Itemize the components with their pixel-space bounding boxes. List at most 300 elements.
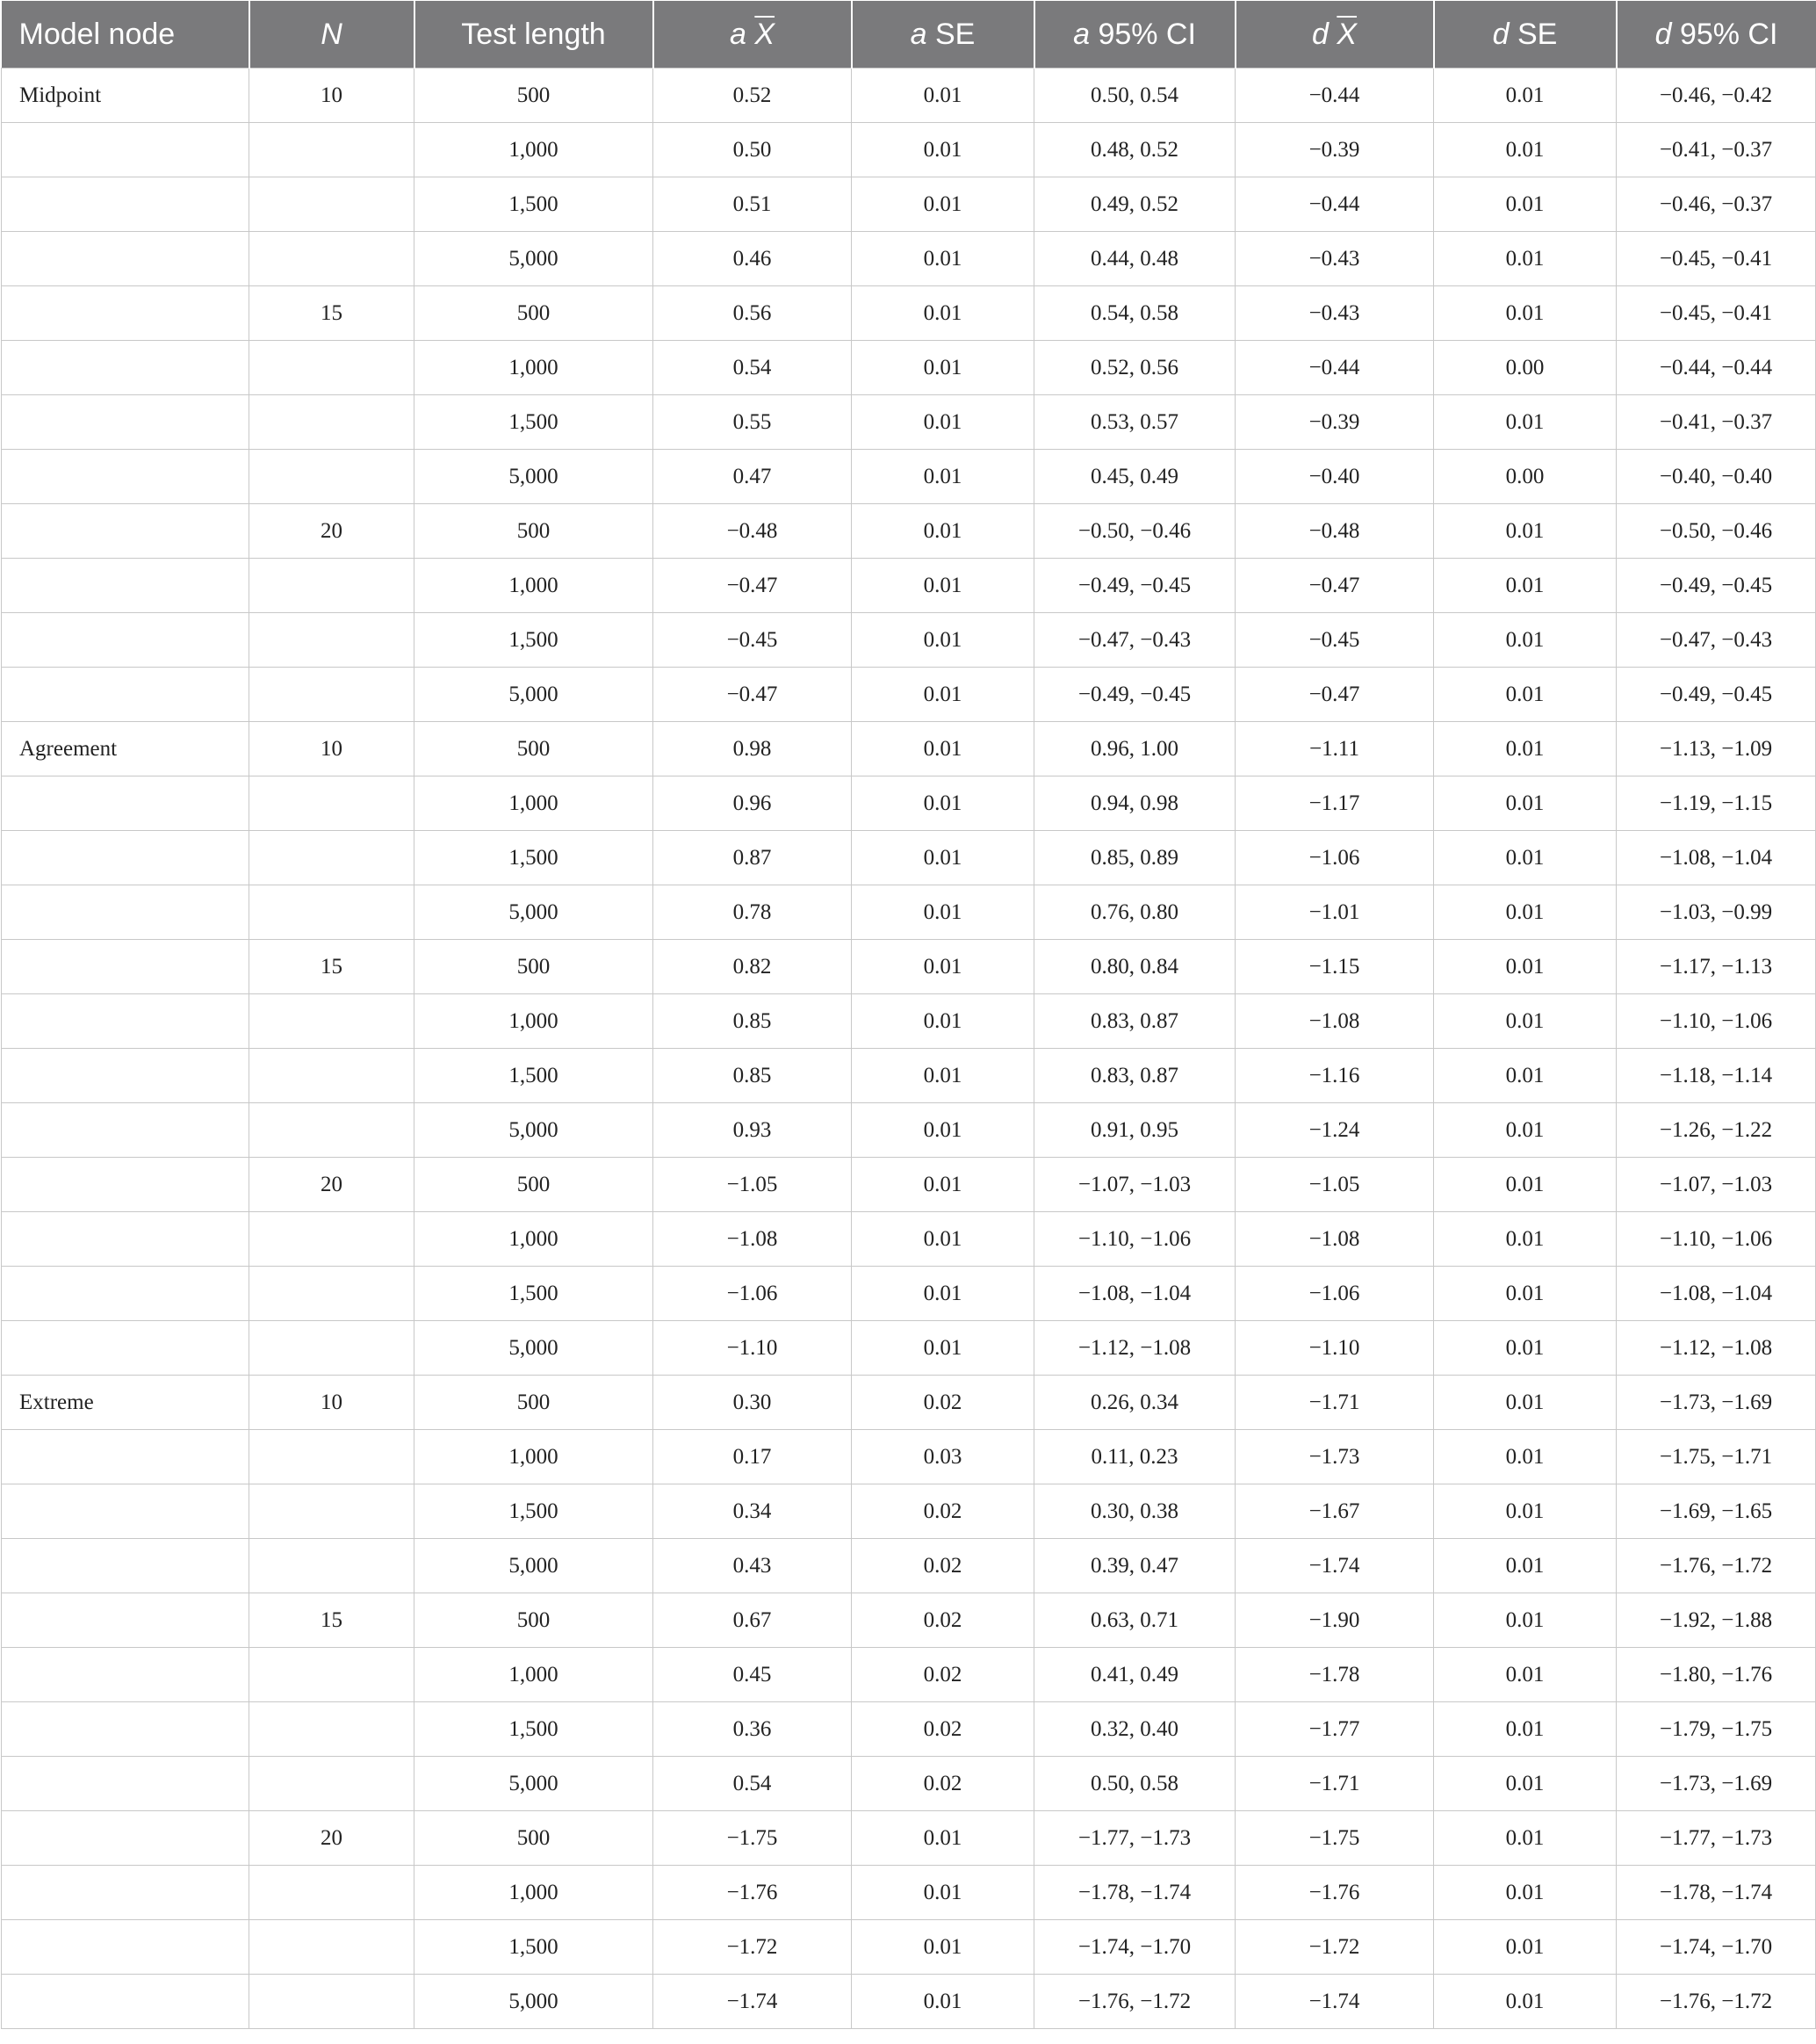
cell-a-mean: 0.54	[653, 341, 852, 395]
cell-a-ci: 0.41, 0.49	[1034, 1648, 1236, 1702]
cell-d-se: 0.01	[1434, 1267, 1617, 1321]
cell-d-mean: −1.08	[1236, 1212, 1434, 1267]
cell-test-length: 1,500	[414, 1484, 653, 1539]
table-body	[2, 69, 1816, 2029]
table-row	[2, 940, 1816, 994]
cell-model-node	[2, 1484, 249, 1539]
cell-test-length: 5,000	[414, 450, 653, 504]
cell-a-se: 0.01	[852, 177, 1034, 232]
cell-d-se: 0.01	[1434, 831, 1617, 885]
cell-test-length: 5,000	[414, 1539, 653, 1593]
table-row	[2, 885, 1816, 940]
cell-a-se: 0.01	[852, 722, 1034, 776]
cell-d-ci: −0.46, −0.37	[1617, 177, 1816, 232]
cell-d-ci: −1.10, −1.06	[1617, 1212, 1816, 1267]
cell-a-ci: −0.50, −0.46	[1034, 504, 1236, 559]
cell-d-ci: −1.76, −1.72	[1617, 1975, 1816, 2029]
cell-d-mean: −0.40	[1236, 450, 1434, 504]
cell-a-mean: −1.05	[653, 1158, 852, 1212]
cell-d-ci: −1.08, −1.04	[1617, 1267, 1816, 1321]
cell-n	[249, 994, 414, 1049]
cell-n	[249, 1757, 414, 1811]
cell-d-se: 0.01	[1434, 1920, 1617, 1975]
cell-model-node	[2, 1430, 249, 1484]
cell-d-mean: −1.71	[1236, 1757, 1434, 1811]
cell-d-mean: −0.39	[1236, 395, 1434, 450]
table-row	[2, 69, 1816, 123]
cell-a-se: 0.01	[852, 940, 1034, 994]
cell-a-mean: 0.87	[653, 831, 852, 885]
cell-a-ci: 0.91, 0.95	[1034, 1103, 1236, 1158]
cell-d-ci: −0.44, −0.44	[1617, 341, 1816, 395]
cell-d-ci: −1.07, −1.03	[1617, 1158, 1816, 1212]
cell-a-mean: 0.50	[653, 123, 852, 177]
cell-a-mean: 0.98	[653, 722, 852, 776]
table-row	[2, 1430, 1816, 1484]
cell-d-ci: −0.45, −0.41	[1617, 286, 1816, 341]
cell-d-ci: −0.41, −0.37	[1617, 123, 1816, 177]
cell-n	[249, 1920, 414, 1975]
cell-d-ci: −1.76, −1.72	[1617, 1539, 1816, 1593]
cell-model-node	[2, 885, 249, 940]
cell-a-ci: 0.11, 0.23	[1034, 1430, 1236, 1484]
cell-n: 20	[249, 504, 414, 559]
cell-a-se: 0.01	[852, 395, 1034, 450]
cell-d-se: 0.01	[1434, 1866, 1617, 1920]
cell-d-se: 0.01	[1434, 1811, 1617, 1866]
cell-a-se: 0.01	[852, 668, 1034, 722]
cell-test-length: 500	[414, 504, 653, 559]
cell-d-se: 0.01	[1434, 69, 1617, 123]
cell-n	[249, 1321, 414, 1376]
cell-n	[249, 668, 414, 722]
cell-a-mean: 0.85	[653, 1049, 852, 1103]
cell-a-ci: 0.76, 0.80	[1034, 885, 1236, 940]
cell-test-length: 1,500	[414, 177, 653, 232]
cell-n	[249, 885, 414, 940]
cell-d-se: 0.01	[1434, 1158, 1617, 1212]
table-row	[2, 559, 1816, 613]
cell-model-node	[2, 994, 249, 1049]
cell-d-se: 0.00	[1434, 450, 1617, 504]
cell-a-ci: −0.49, −0.45	[1034, 668, 1236, 722]
table-row	[2, 341, 1816, 395]
cell-d-ci: −1.77, −1.73	[1617, 1811, 1816, 1866]
table-row	[2, 831, 1816, 885]
cell-a-mean: −0.45	[653, 613, 852, 668]
cell-a-ci: 0.85, 0.89	[1034, 831, 1236, 885]
cell-d-mean: −1.77	[1236, 1702, 1434, 1757]
cell-model-node	[2, 1049, 249, 1103]
cell-a-mean: 0.51	[653, 177, 852, 232]
cell-n	[249, 613, 414, 668]
table-row	[2, 177, 1816, 232]
table-row	[2, 1811, 1816, 1866]
header-test-length: Test length	[414, 1, 653, 69]
cell-a-se: 0.02	[852, 1376, 1034, 1430]
cell-model-node	[2, 1975, 249, 2029]
cell-d-ci: −1.18, −1.14	[1617, 1049, 1816, 1103]
cell-a-ci: −1.12, −1.08	[1034, 1321, 1236, 1376]
cell-d-ci: −1.26, −1.22	[1617, 1103, 1816, 1158]
cell-d-se: 0.01	[1434, 1975, 1617, 2029]
cell-d-mean: −1.06	[1236, 831, 1434, 885]
cell-d-ci: −0.46, −0.42	[1617, 69, 1816, 123]
cell-d-mean: −0.44	[1236, 69, 1434, 123]
cell-d-mean: −1.75	[1236, 1811, 1434, 1866]
cell-model-node	[2, 1811, 249, 1866]
cell-n	[249, 1648, 414, 1702]
table-row	[2, 450, 1816, 504]
cell-test-length: 1,000	[414, 1648, 653, 1702]
cell-d-se: 0.01	[1434, 885, 1617, 940]
cell-d-ci: −0.45, −0.41	[1617, 232, 1816, 286]
cell-a-se: 0.01	[852, 1866, 1034, 1920]
cell-d-mean: −1.10	[1236, 1321, 1434, 1376]
cell-model-node	[2, 450, 249, 504]
cell-test-length: 5,000	[414, 1975, 653, 2029]
cell-a-mean: 0.56	[653, 286, 852, 341]
cell-d-se: 0.01	[1434, 559, 1617, 613]
cell-d-mean: −1.06	[1236, 1267, 1434, 1321]
cell-a-mean: −1.75	[653, 1811, 852, 1866]
cell-model-node	[2, 341, 249, 395]
cell-d-mean: −1.78	[1236, 1648, 1434, 1702]
cell-d-ci: −0.50, −0.46	[1617, 504, 1816, 559]
table-row	[2, 1757, 1816, 1811]
cell-a-ci: 0.32, 0.40	[1034, 1702, 1236, 1757]
cell-a-ci: 0.80, 0.84	[1034, 940, 1236, 994]
cell-test-length: 1,500	[414, 1920, 653, 1975]
cell-a-ci: 0.50, 0.58	[1034, 1757, 1236, 1811]
cell-a-mean: 0.96	[653, 776, 852, 831]
cell-a-mean: 0.36	[653, 1702, 852, 1757]
cell-d-ci: −1.74, −1.70	[1617, 1920, 1816, 1975]
results-table	[1, 1, 1816, 2029]
cell-test-length: 500	[414, 1811, 653, 1866]
cell-test-length: 1,000	[414, 994, 653, 1049]
cell-test-length: 500	[414, 286, 653, 341]
cell-d-mean: −0.47	[1236, 668, 1434, 722]
cell-a-mean: −1.76	[653, 1866, 852, 1920]
cell-a-ci: −0.47, −0.43	[1034, 613, 1236, 668]
table-row	[2, 1702, 1816, 1757]
table-row	[2, 1267, 1816, 1321]
table-row	[2, 613, 1816, 668]
cell-model-node	[2, 504, 249, 559]
cell-a-ci: 0.50, 0.54	[1034, 69, 1236, 123]
cell-a-mean: −0.47	[653, 668, 852, 722]
cell-d-se: 0.01	[1434, 177, 1617, 232]
cell-model-node	[2, 1212, 249, 1267]
cell-d-ci: −0.49, −0.45	[1617, 559, 1816, 613]
cell-n	[249, 341, 414, 395]
cell-test-length: 1,500	[414, 831, 653, 885]
cell-d-se: 0.01	[1434, 1757, 1617, 1811]
cell-d-mean: −1.15	[1236, 940, 1434, 994]
table-row	[2, 123, 1816, 177]
cell-test-length: 500	[414, 1376, 653, 1430]
cell-n	[249, 1539, 414, 1593]
cell-a-mean: 0.17	[653, 1430, 852, 1484]
cell-a-mean: −1.72	[653, 1920, 852, 1975]
cell-d-ci: −1.17, −1.13	[1617, 940, 1816, 994]
cell-n	[249, 1430, 414, 1484]
cell-a-mean: 0.52	[653, 69, 852, 123]
cell-model-node	[2, 1267, 249, 1321]
table-row	[2, 1321, 1816, 1376]
cell-test-length: 500	[414, 722, 653, 776]
cell-model-node	[2, 1920, 249, 1975]
cell-d-mean: −0.47	[1236, 559, 1434, 613]
cell-a-se: 0.01	[852, 232, 1034, 286]
cell-a-ci: 0.96, 1.00	[1034, 722, 1236, 776]
cell-test-length: 1,000	[414, 341, 653, 395]
table-row	[2, 722, 1816, 776]
cell-a-mean: 0.78	[653, 885, 852, 940]
cell-a-ci: 0.48, 0.52	[1034, 123, 1236, 177]
cell-d-mean: −1.71	[1236, 1376, 1434, 1430]
cell-model-node: Extreme	[2, 1376, 249, 1430]
cell-a-mean: 0.93	[653, 1103, 852, 1158]
cell-test-length: 500	[414, 1158, 653, 1212]
cell-model-node: Midpoint	[2, 69, 249, 123]
cell-d-ci: −1.75, −1.71	[1617, 1430, 1816, 1484]
cell-a-ci: −1.74, −1.70	[1034, 1920, 1236, 1975]
cell-d-ci: −1.03, −0.99	[1617, 885, 1816, 940]
cell-n: 15	[249, 1593, 414, 1648]
cell-a-se: 0.01	[852, 123, 1034, 177]
cell-a-se: 0.01	[852, 1049, 1034, 1103]
cell-a-se: 0.01	[852, 1975, 1034, 2029]
table-row	[2, 776, 1816, 831]
cell-a-se: 0.01	[852, 1103, 1034, 1158]
cell-model-node: Agreement	[2, 722, 249, 776]
cell-d-se: 0.01	[1434, 1212, 1617, 1267]
cell-a-mean: −1.74	[653, 1975, 852, 2029]
cell-n	[249, 177, 414, 232]
cell-a-ci: −1.07, −1.03	[1034, 1158, 1236, 1212]
table-row	[2, 395, 1816, 450]
cell-a-mean: 0.43	[653, 1539, 852, 1593]
cell-d-se: 0.01	[1434, 1648, 1617, 1702]
cell-a-mean: −0.47	[653, 559, 852, 613]
cell-a-ci: −1.77, −1.73	[1034, 1811, 1236, 1866]
table-row	[2, 1212, 1816, 1267]
cell-d-se: 0.01	[1434, 1593, 1617, 1648]
cell-test-length: 500	[414, 940, 653, 994]
table-row	[2, 1158, 1816, 1212]
cell-d-se: 0.01	[1434, 668, 1617, 722]
cell-n	[249, 450, 414, 504]
cell-d-ci: −0.47, −0.43	[1617, 613, 1816, 668]
cell-model-node	[2, 940, 249, 994]
cell-a-se: 0.01	[852, 885, 1034, 940]
table-row	[2, 1920, 1816, 1975]
cell-a-ci: −1.76, −1.72	[1034, 1975, 1236, 2029]
cell-a-se: 0.01	[852, 994, 1034, 1049]
cell-d-se: 0.01	[1434, 1539, 1617, 1593]
cell-a-se: 0.01	[852, 286, 1034, 341]
cell-a-ci: 0.63, 0.71	[1034, 1593, 1236, 1648]
table-row	[2, 1539, 1816, 1593]
cell-d-se: 0.01	[1434, 395, 1617, 450]
cell-d-se: 0.01	[1434, 776, 1617, 831]
cell-d-se: 0.01	[1434, 994, 1617, 1049]
cell-d-se: 0.01	[1434, 940, 1617, 994]
cell-test-length: 1,500	[414, 1702, 653, 1757]
cell-d-ci: −0.49, −0.45	[1617, 668, 1816, 722]
cell-a-mean: 0.34	[653, 1484, 852, 1539]
cell-d-ci: −0.40, −0.40	[1617, 450, 1816, 504]
cell-d-ci: −1.73, −1.69	[1617, 1757, 1816, 1811]
cell-a-mean: 0.82	[653, 940, 852, 994]
cell-d-se: 0.01	[1434, 1103, 1617, 1158]
cell-a-ci: 0.54, 0.58	[1034, 286, 1236, 341]
cell-d-mean: −1.01	[1236, 885, 1434, 940]
cell-n	[249, 776, 414, 831]
table-row	[2, 1049, 1816, 1103]
cell-a-se: 0.01	[852, 504, 1034, 559]
cell-a-se: 0.01	[852, 613, 1034, 668]
cell-test-length: 5,000	[414, 1103, 653, 1158]
cell-d-se: 0.01	[1434, 722, 1617, 776]
cell-d-ci: −1.13, −1.09	[1617, 722, 1816, 776]
cell-d-mean: −1.24	[1236, 1103, 1434, 1158]
cell-n: 10	[249, 722, 414, 776]
cell-a-ci: 0.44, 0.48	[1034, 232, 1236, 286]
cell-a-ci: 0.83, 0.87	[1034, 1049, 1236, 1103]
cell-model-node	[2, 1866, 249, 1920]
cell-model-node	[2, 232, 249, 286]
cell-a-se: 0.01	[852, 450, 1034, 504]
cell-d-se: 0.00	[1434, 341, 1617, 395]
cell-d-ci: −1.19, −1.15	[1617, 776, 1816, 831]
cell-n	[249, 1484, 414, 1539]
cell-model-node	[2, 559, 249, 613]
header-a-mean: a $\overline{X}$	[653, 1, 852, 69]
cell-a-mean: −1.10	[653, 1321, 852, 1376]
header-a-ci: a 95% CI	[1034, 1, 1236, 69]
cell-test-length: 5,000	[414, 668, 653, 722]
cell-a-se: 0.01	[852, 341, 1034, 395]
cell-n	[249, 1866, 414, 1920]
cell-a-mean: −0.48	[653, 504, 852, 559]
cell-d-ci: −1.08, −1.04	[1617, 831, 1816, 885]
cell-d-ci: −1.73, −1.69	[1617, 1376, 1816, 1430]
header-d-mean: d $\overline{X}$	[1236, 1, 1434, 69]
cell-a-ci: −1.08, −1.04	[1034, 1267, 1236, 1321]
cell-a-se: 0.01	[852, 1811, 1034, 1866]
cell-a-ci: 0.39, 0.47	[1034, 1539, 1236, 1593]
cell-d-se: 0.01	[1434, 504, 1617, 559]
cell-n: 15	[249, 286, 414, 341]
cell-d-se: 0.01	[1434, 613, 1617, 668]
cell-d-mean: −0.45	[1236, 613, 1434, 668]
table-row	[2, 1866, 1816, 1920]
table-row	[2, 668, 1816, 722]
cell-a-se: 0.02	[852, 1757, 1034, 1811]
cell-d-ci: −1.79, −1.75	[1617, 1702, 1816, 1757]
header-a-se: a SE	[852, 1, 1034, 69]
cell-a-mean: 0.54	[653, 1757, 852, 1811]
cell-model-node	[2, 776, 249, 831]
cell-a-mean: −1.06	[653, 1267, 852, 1321]
cell-d-mean: −0.48	[1236, 504, 1434, 559]
cell-d-ci: −1.69, −1.65	[1617, 1484, 1816, 1539]
cell-d-se: 0.01	[1434, 1702, 1617, 1757]
cell-n: 10	[249, 1376, 414, 1430]
cell-test-length: 1,500	[414, 1267, 653, 1321]
cell-d-ci: −1.10, −1.06	[1617, 994, 1816, 1049]
cell-a-mean: 0.30	[653, 1376, 852, 1430]
cell-model-node	[2, 1103, 249, 1158]
cell-d-mean: −1.11	[1236, 722, 1434, 776]
cell-a-se: 0.01	[852, 1920, 1034, 1975]
cell-d-se: 0.01	[1434, 1430, 1617, 1484]
cell-d-se: 0.01	[1434, 123, 1617, 177]
cell-d-mean: −1.72	[1236, 1920, 1434, 1975]
cell-test-length: 1,000	[414, 123, 653, 177]
cell-test-length: 1,500	[414, 395, 653, 450]
cell-d-mean: −0.44	[1236, 341, 1434, 395]
cell-model-node	[2, 1321, 249, 1376]
cell-a-se: 0.02	[852, 1593, 1034, 1648]
cell-a-mean: 0.45	[653, 1648, 852, 1702]
cell-test-length: 1,500	[414, 613, 653, 668]
cell-test-length: 5,000	[414, 1321, 653, 1376]
table-row	[2, 1376, 1816, 1430]
cell-a-ci: 0.52, 0.56	[1034, 341, 1236, 395]
cell-a-ci: 0.83, 0.87	[1034, 994, 1236, 1049]
cell-a-se: 0.02	[852, 1648, 1034, 1702]
cell-n	[249, 1212, 414, 1267]
cell-d-se: 0.01	[1434, 1321, 1617, 1376]
cell-a-se: 0.01	[852, 1158, 1034, 1212]
cell-d-mean: −1.08	[1236, 994, 1434, 1049]
cell-d-ci: −1.92, −1.88	[1617, 1593, 1816, 1648]
cell-a-ci: 0.45, 0.49	[1034, 450, 1236, 504]
cell-model-node	[2, 1702, 249, 1757]
cell-test-length: 1,000	[414, 1212, 653, 1267]
cell-a-se: 0.01	[852, 1267, 1034, 1321]
cell-a-se: 0.01	[852, 559, 1034, 613]
cell-a-ci: 0.53, 0.57	[1034, 395, 1236, 450]
cell-a-mean: 0.47	[653, 450, 852, 504]
cell-a-se: 0.01	[852, 1321, 1034, 1376]
cell-a-se: 0.02	[852, 1702, 1034, 1757]
cell-test-length: 500	[414, 1593, 653, 1648]
cell-d-se: 0.01	[1434, 286, 1617, 341]
cell-n: 10	[249, 69, 414, 123]
table-row	[2, 1975, 1816, 2029]
cell-n: 15	[249, 940, 414, 994]
header-row	[2, 1, 1816, 69]
cell-a-ci: 0.49, 0.52	[1034, 177, 1236, 232]
cell-d-se: 0.01	[1434, 1049, 1617, 1103]
cell-model-node	[2, 1648, 249, 1702]
cell-a-mean: 0.46	[653, 232, 852, 286]
cell-n	[249, 232, 414, 286]
cell-model-node	[2, 177, 249, 232]
cell-a-se: 0.01	[852, 831, 1034, 885]
cell-n	[249, 1702, 414, 1757]
cell-n	[249, 1975, 414, 2029]
table-row	[2, 1103, 1816, 1158]
cell-n	[249, 831, 414, 885]
cell-test-length: 1,000	[414, 776, 653, 831]
cell-d-mean: −1.17	[1236, 776, 1434, 831]
